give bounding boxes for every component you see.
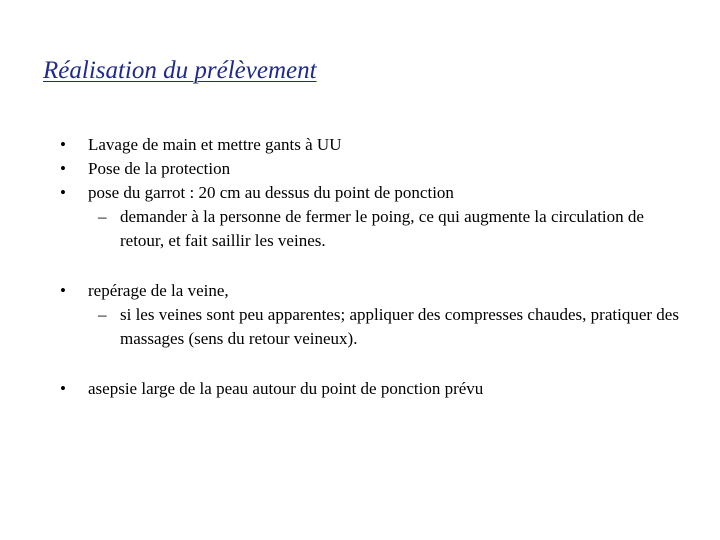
bullet-icon: • <box>60 281 66 300</box>
list-item-text: Lavage de main et mettre gants à UU <box>88 135 342 154</box>
list-item-text: Pose de la protection <box>88 159 231 178</box>
list-item-text: asepsie large de la peau autour du point de ponction prévu <box>88 379 484 398</box>
spacer <box>60 351 680 377</box>
bullet-icon: • <box>60 379 66 398</box>
list-item-asepsis <box>60 377 680 401</box>
list-item-hand-washing <box>60 133 680 157</box>
bullet-icon: • <box>60 183 66 202</box>
bullet-icon: • <box>60 159 66 178</box>
bullet-icon: • <box>60 135 66 154</box>
list-item-text: repérage de la veine, <box>88 281 229 300</box>
sub-item-vein-location <box>88 303 680 351</box>
slide-title: Réalisation du prélèvement <box>43 57 317 84</box>
sub-item-tourniquet <box>88 205 680 253</box>
sub-item-text: si les veines sont peu apparentes; appliquer des compresses chaudes, pratiquer des massages (sens du retour veineux). <box>120 305 679 348</box>
bullet-list <box>60 133 680 401</box>
sub-item-text: demander à la personne de fermer le poing, ce qui augmente la circulation de retour, et fait saillir les veines. <box>120 207 644 250</box>
dash-icon: – <box>98 305 107 324</box>
list-item-tourniquet <box>60 181 680 253</box>
list-item-text: pose du garrot : 20 cm au dessus du point de ponction <box>88 183 454 202</box>
dash-icon: – <box>98 207 107 226</box>
list-item-protection <box>60 157 680 181</box>
list-item-vein-location <box>60 279 680 351</box>
spacer <box>60 253 680 279</box>
